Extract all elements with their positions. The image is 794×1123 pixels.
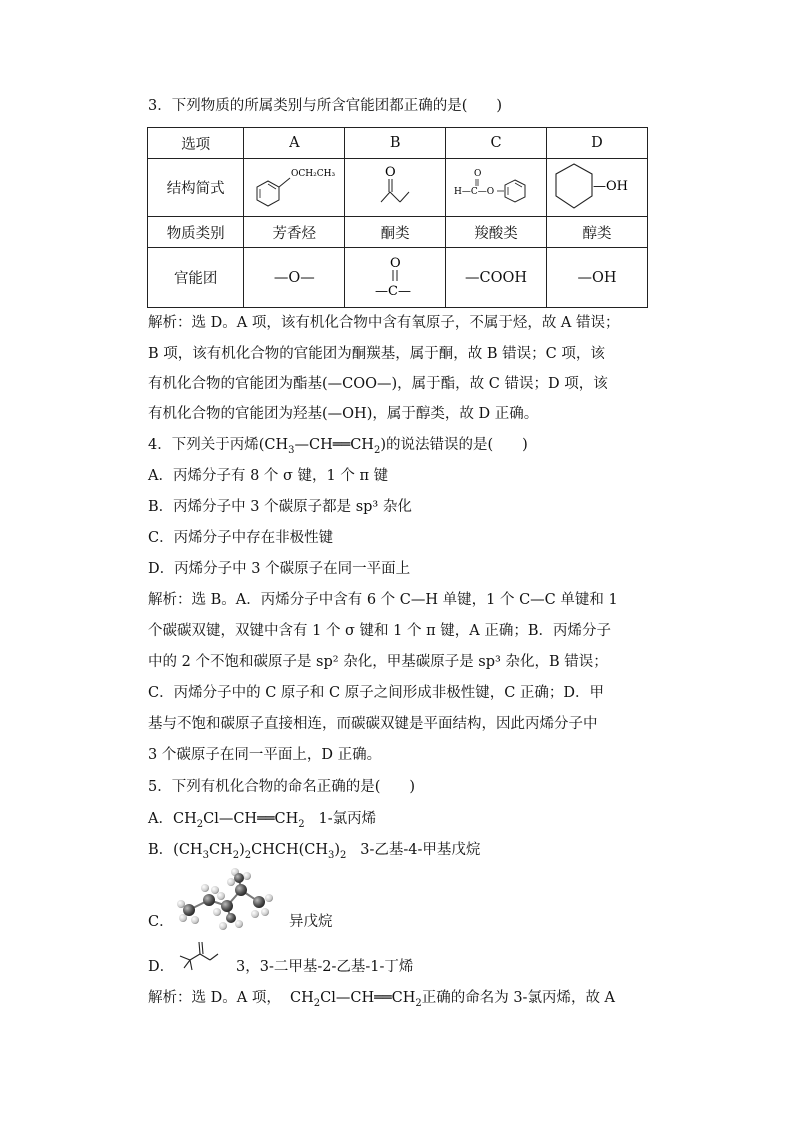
skeletal-formula-d <box>176 938 220 974</box>
q5-option-d-prefix: D． <box>148 959 175 975</box>
struct-c-chain: H—C—O <box>454 186 495 197</box>
header-cell: D <box>546 128 647 159</box>
class-cell: 芳香烃 <box>244 217 345 248</box>
carbonyl-chain: —C— <box>375 283 412 299</box>
q4-stem-post: 的说法错误的是( ) <box>386 437 528 453</box>
carbonyl-oxygen: O <box>390 255 401 271</box>
option-prefix: B． <box>148 842 174 858</box>
q5-d-name: 3，3-二甲基-2-乙基-1-丁烯 <box>236 959 414 975</box>
ball-and-stick-model <box>175 868 279 930</box>
q5-stem: 5．下列有机化合物的命名正确的是( ) <box>148 779 416 795</box>
struct-b-oxygen: O <box>385 164 396 180</box>
q4-analysis-3: 中的 2 个不饱和碳原子是 sp² 杂化，甲基碳原子是 sp³ 杂化，B 错误； <box>148 654 608 670</box>
q4-option-c: C．丙烯分子中存在非极性键 <box>148 530 334 546</box>
q4-option-a: A．丙烯分子有 8 个 σ 键，1 个 π 键 <box>148 468 389 484</box>
structure-c <box>446 159 547 217</box>
q4-stem: 4．下列关于丙烯$(CH_3—CH══CH_2)$的说法错误的是( ) <box>148 437 528 456</box>
q3-analysis-2: B 项，该有机化合物的官能团为酮羰基，属于酮，故 B 错误；C 项，该 <box>148 346 605 362</box>
cyclohexanol-diagram <box>547 162 647 214</box>
header-cell: 选项 <box>148 128 244 159</box>
q5-analysis-pre: 解析：选 D。A 项， <box>148 990 281 1006</box>
table-header-row <box>148 128 648 159</box>
butanone-diagram <box>347 162 443 214</box>
phenyl-formate-diagram <box>448 162 544 214</box>
structure-a <box>244 159 345 217</box>
q4-analysis-6: 3 个碳原子在同一平面上，D 正确。 <box>148 747 382 763</box>
row-label: 官能团 <box>148 248 244 308</box>
row-label: 结构简式 <box>148 159 244 217</box>
q5-analysis: 解析：选 D。A 项， $CH_2Cl—CH══CH_2$正确的命名为 3-氯丙烯，故 A <box>148 990 616 1009</box>
group-cell-carbonyl <box>345 248 446 308</box>
q4-analysis-2: 个碳碳双键，双键中含有 1 个 σ 键和 1 个 π 键，A 正确；B．丙烯分子 <box>148 623 611 639</box>
q4-stem-pre: 4．下列关于丙烯(CH <box>148 437 289 453</box>
class-cell: 羧酸类 <box>446 217 547 248</box>
q3-analysis-3: 有机化合物的官能团为酯基(—COO—)，属于酯，故 C 错误；D 项，该 <box>148 376 608 392</box>
q3-table <box>147 127 648 308</box>
struct-d-label: —OH <box>592 178 628 194</box>
struct-a-label: OCH₂CH₃ <box>291 168 336 179</box>
q4-analysis-1: 解析：选 B。A．丙烯分子中含有 6 个 C—H 单键，1 个 C—C 单键和 1 <box>148 592 618 608</box>
group-cell: —COOH <box>446 248 547 308</box>
q3-analysis-4: 有机化合物的官能团为羟基(—OH)，属于醇类，故 D 正确。 <box>148 406 539 422</box>
q5-option-b: B．$(CH_3CH_2)_2CHCH(CH_3)_2$ 3-乙基-4-甲基戊烷 <box>148 842 481 861</box>
q5-c-name: 异戊烷 <box>289 914 333 930</box>
structure-row <box>148 159 648 217</box>
struct-c-oxygen: O <box>474 168 482 179</box>
class-cell: 酮类 <box>345 217 446 248</box>
structure-d <box>546 159 647 217</box>
header-cell: C <box>446 128 547 159</box>
q5-analysis-post: 正确的命名为 3-氯丙烯，故 A <box>421 990 616 1006</box>
q4-analysis-5: 基与不饱和碳原子直接相连，而碳碳双键是平面结构，因此丙烯分子中 <box>148 716 598 732</box>
header-cell: A <box>244 128 345 159</box>
q5-a-name: 1-氯丙烯 <box>318 811 377 827</box>
option-prefix: A． <box>148 811 173 827</box>
q4-option-b: B．丙烯分子中 3 个碳原子都是 sp³ 杂化 <box>148 499 412 515</box>
carbonyl-diagram <box>355 253 435 303</box>
group-row <box>148 248 648 308</box>
class-row <box>148 217 648 248</box>
group-cell: —OH <box>546 248 647 308</box>
row-label: 物质类别 <box>148 217 244 248</box>
header-cell: B <box>345 128 446 159</box>
group-cell: —O— <box>244 248 345 308</box>
benzene-ether-diagram <box>246 162 342 214</box>
structure-b <box>345 159 446 217</box>
q3-analysis-1: 解析：选 D。A 项，该有机化合物中含有氧原子，不属于烃，故 A 错误； <box>148 315 620 331</box>
q3-stem: 3．下列物质的所属类别与所含官能团都正确的是( ) <box>148 98 503 114</box>
q5-option-a: A．$CH_2Cl—CH══CH_2$ 1-氯丙烯 <box>148 811 377 830</box>
class-cell: 醇类 <box>546 217 647 248</box>
q5-option-c-prefix: C． <box>148 914 174 930</box>
q5-b-name: 3-乙基-4-甲基戊烷 <box>360 842 481 858</box>
q4-option-d: D．丙烯分子中 3 个碳原子在同一平面上 <box>148 561 411 577</box>
q4-analysis-4: C．丙烯分子中的 C 原子和 C 原子之间形成非极性键，C 正确；D．甲 <box>148 685 605 701</box>
